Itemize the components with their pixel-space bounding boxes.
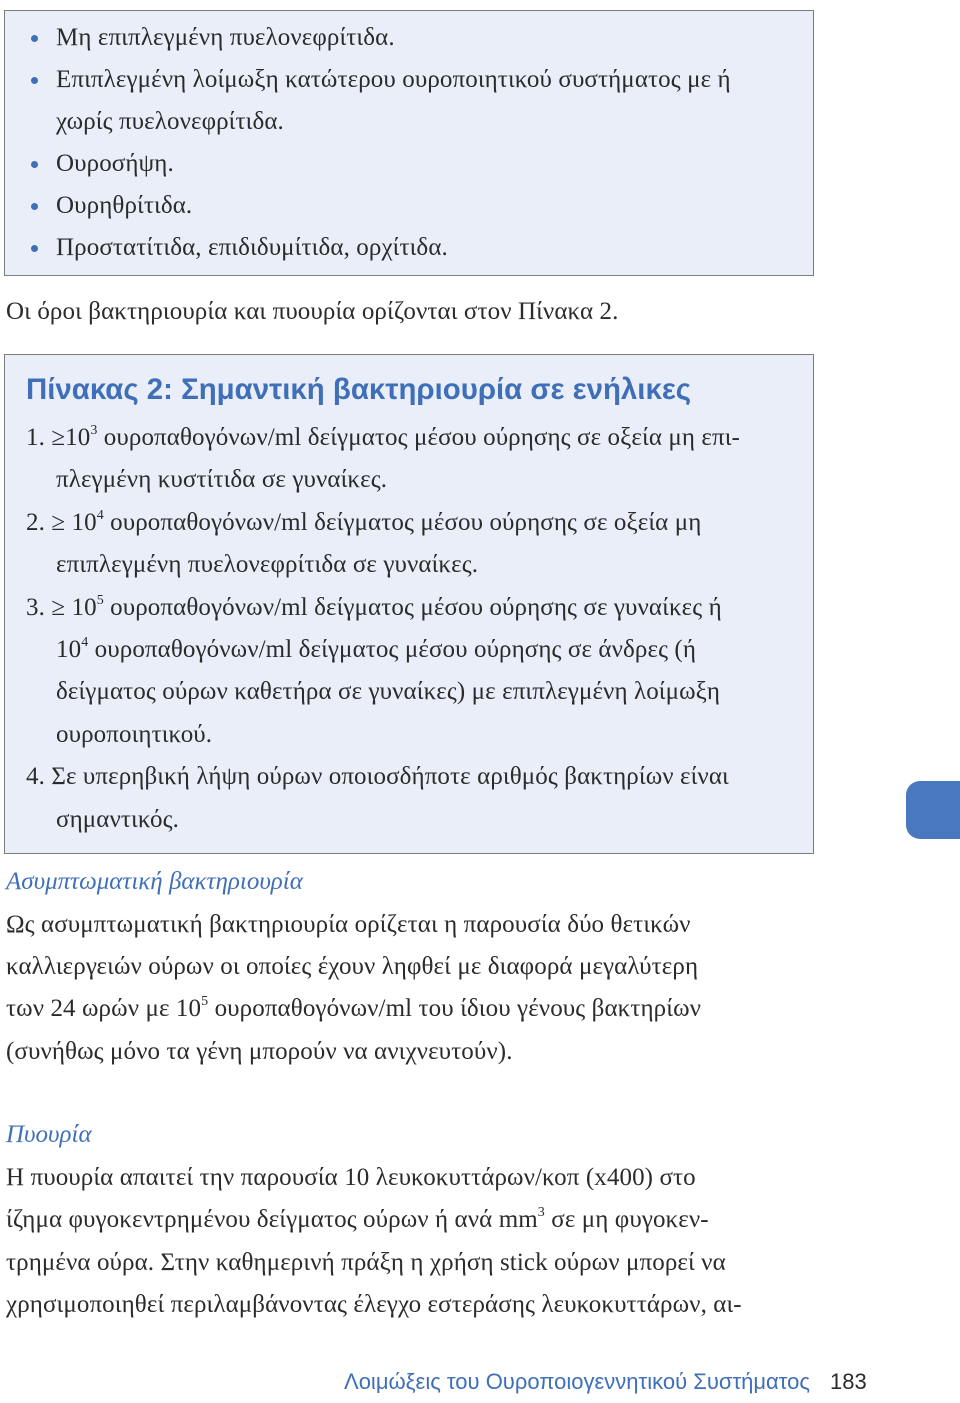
item-text: $\ge 10^3$ ουροπαθογόνων/ml δείγματος μέσου ούρησης σε οξεία μη επι- bbox=[51, 422, 740, 451]
table-item bbox=[26, 762, 729, 792]
table-item bbox=[26, 508, 701, 538]
item-text: ≥ $10^5$ ουροπαθογόνων/ml δείγματος μέσου ούρησης σε γυναίκες ή bbox=[51, 592, 722, 621]
paragraph-line: καλλιεργειών ούρων οι οποίες έχουν ληφθεί με διαφορά μεγαλύτερη bbox=[6, 953, 699, 980]
bullet-icon bbox=[31, 245, 38, 252]
table-item-continuation: ουροποιητικού. bbox=[56, 721, 213, 748]
bullet-icon bbox=[31, 161, 38, 168]
table-item-continuation: $10^4$ ουροπαθογόνων/ml δείγματος μέσου ούρησης σε άνδρες (ή bbox=[56, 634, 697, 663]
bullet-text: Προστατίτιδα, επιδιδυμίτιδα, ορχίτιδα. bbox=[56, 234, 448, 261]
item-number: 4. bbox=[26, 763, 45, 790]
bullet-text: Μη επιπλεγμένη πυελονεφρίτιδα. bbox=[56, 24, 395, 51]
table-item bbox=[26, 593, 722, 623]
item-number: 3. bbox=[26, 594, 45, 621]
bullet-icon bbox=[31, 203, 38, 210]
table-2-title: Πίνακας 2: Σημαντική βακτηριουρία σε ενήλικες bbox=[26, 373, 692, 406]
item-text: Σε υπερηβική λήψη ούρων οποιοσδήποτε αριθμός βακτηρίων είναι bbox=[51, 763, 729, 790]
paragraph-line: ίζημα φυγοκεντρημένου δείγματος ούρων ή ανά $mm^3$ σε μη φυγοκεν- bbox=[6, 1204, 709, 1233]
page-number: 183 bbox=[830, 1369, 867, 1394]
chapter-tab bbox=[906, 781, 960, 839]
table-item-continuation: σημαντικός. bbox=[56, 806, 179, 833]
bullet-icon bbox=[31, 35, 38, 42]
bullet-text: χωρίς πυελονεφρίτιδα. bbox=[56, 108, 284, 135]
item-text: ≥ $10^4$ ουροπαθογόνων/ml δείγματος μέσου ούρησης σε οξεία μη bbox=[51, 507, 702, 536]
bullet-text: Ουροσήψη. bbox=[56, 150, 174, 177]
paragraph-line: των 24 ωρών με $10^5$ ουροπαθογόνων/ml του ίδιου γένους βακτηρίων bbox=[6, 993, 702, 1022]
section-heading-pyuria: Πυουρία bbox=[6, 1121, 92, 1148]
paragraph-line: τρημένα ούρα. Στην καθημερινή πράξη η χρήση stick ούρων μπορεί να bbox=[6, 1249, 726, 1276]
paragraph-line: χρησιμοποιηθεί περιλαμβάνοντας έλεγχο εστεράσης λευκοκυττάρων, αι- bbox=[6, 1291, 742, 1318]
paragraph-line: Ως ασυμπτωματική βακτηριουρία ορίζεται η παρουσία δύο θετικών bbox=[6, 911, 691, 938]
item-number: 2. bbox=[26, 509, 45, 536]
paragraph-line: Η πυουρία απαιτεί την παρουσία 10 λευκοκυττάρων/κοπ (x400) στο bbox=[6, 1164, 696, 1191]
bullet-text: Επιπλεγμένη λοίμωξη κατώτερου ουροποιητικού συστήματος με ή bbox=[56, 66, 731, 93]
running-title: Λοιμώξεις του Ουροποιογεννητικού Συστήματος bbox=[344, 1369, 810, 1394]
table-item bbox=[26, 423, 740, 453]
paragraph-line: (συνήθως μόνο τα γένη μπορούν να ανιχνευτούν). bbox=[6, 1038, 513, 1065]
table-item-continuation: πλεγμένη κυστίτιδα σε γυναίκες. bbox=[56, 466, 388, 493]
item-number: 1. bbox=[26, 424, 45, 451]
bullet-icon bbox=[31, 77, 38, 84]
table-item-continuation: δείγματος ούρων καθετήρα σε γυναίκες) με επιπλεγμένη λοίμωξη bbox=[56, 678, 721, 705]
table-item-continuation: επιπλεγμένη πυελονεφρίτιδα σε γυναίκες. bbox=[56, 551, 479, 578]
section-heading-asymptomatic: Ασυμπτωματική βακτηριουρία bbox=[6, 868, 303, 895]
intro-paragraph: Οι όροι βακτηριουρία και πυουρία ορίζονται στον Πίνακα 2. bbox=[6, 298, 619, 325]
bullet-text: Ουρηθρίτιδα. bbox=[56, 192, 193, 219]
